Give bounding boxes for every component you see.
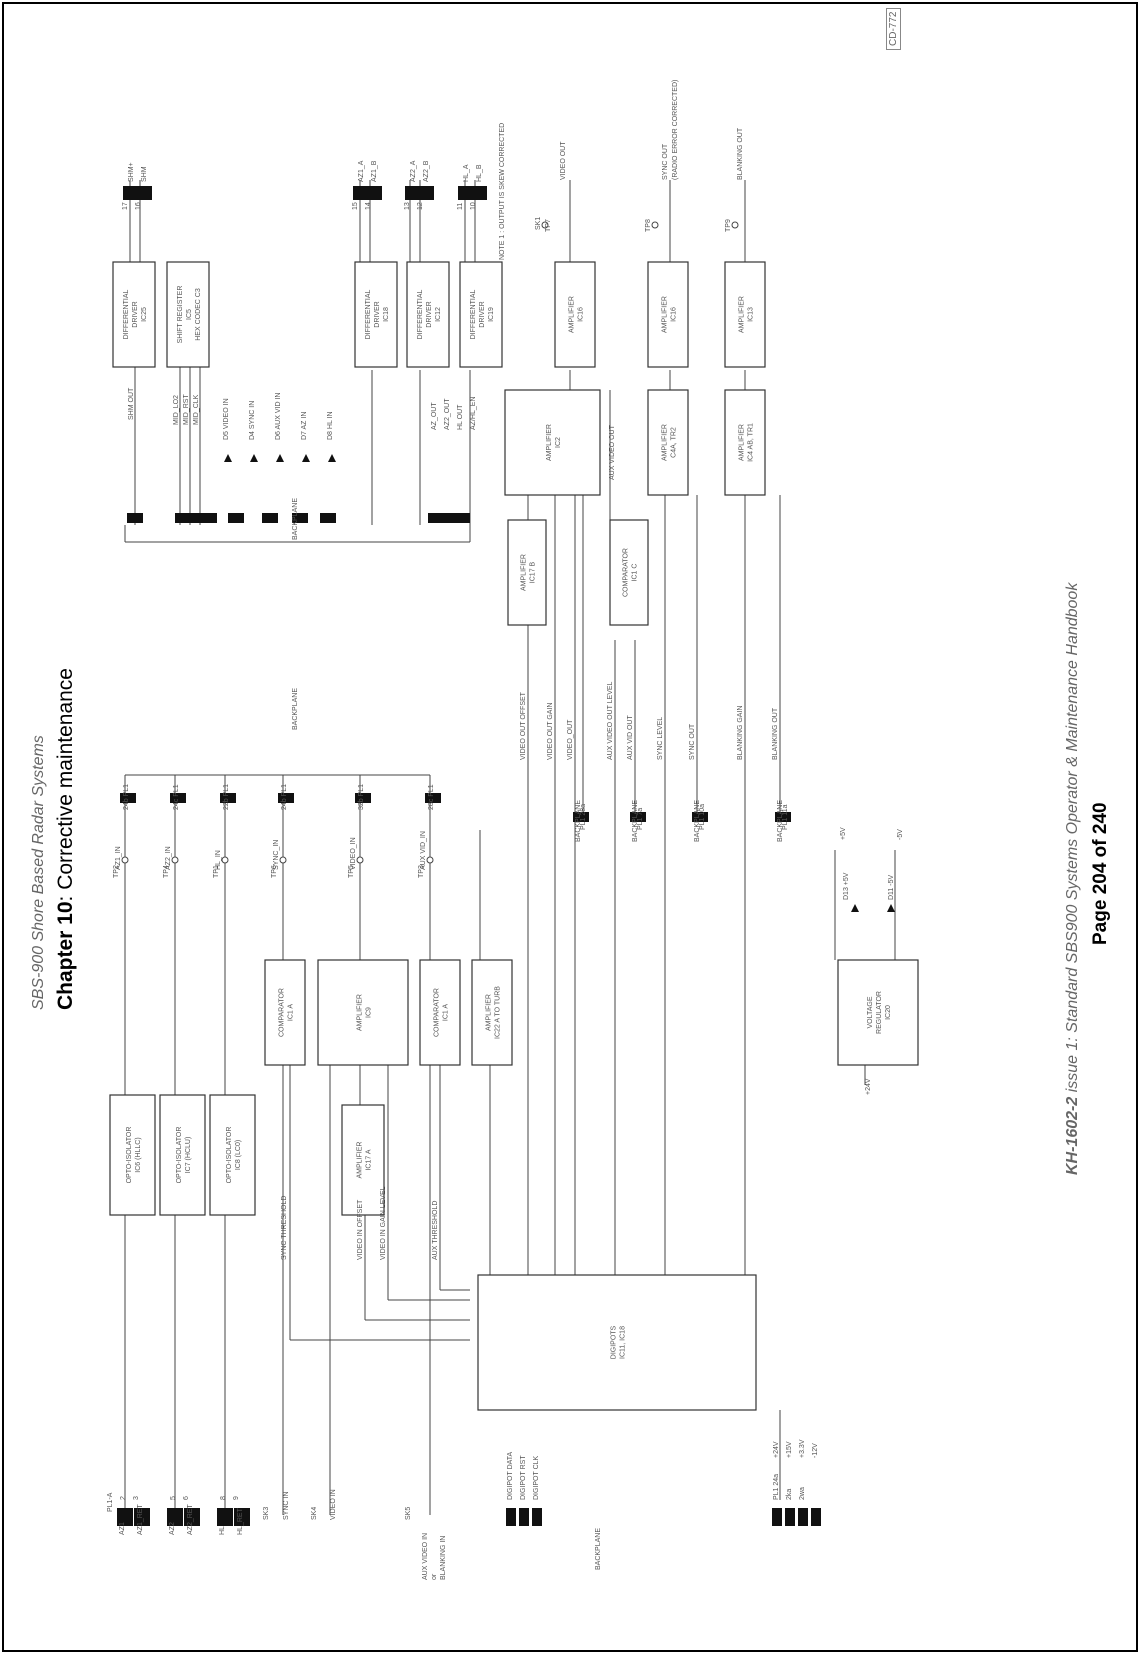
- label-aux-or: or: [431, 1573, 438, 1580]
- label-d13: D13 +5V: [843, 872, 850, 900]
- doc-title: issue 1: Standard SBS900 Systems Operator & Maintenance Handbook: [1064, 582, 1081, 1097]
- label-video-out-conn: VIDEO OUT: [560, 141, 567, 180]
- chapter-title: : Corrective maintenance: [54, 668, 77, 902]
- blocks: [110, 262, 918, 1410]
- label-led1: D5 VIDEO IN: [223, 398, 230, 440]
- label-sync-out-conn: SYNC OUT: [662, 143, 669, 180]
- label-in24: +24V: [865, 1078, 872, 1095]
- label-shm-out: SHM OUT: [128, 387, 135, 420]
- label-sync-level: SYNC LEVEL: [657, 716, 664, 760]
- label-vid-out-offset: VIDEO OUT OFFSET: [520, 692, 527, 760]
- block-label-amp_f: IC17 B: [529, 561, 537, 584]
- label-sk5: SK5: [405, 1506, 412, 1520]
- label-sync-out-conn2: (RADIO ERROR CORRECTED): [672, 79, 679, 180]
- label-sk4: SK4: [311, 1506, 318, 1520]
- block-label-vreg: VOLTAGE: [867, 996, 874, 1029]
- block-label-amp_j: AMPLIFIER: [568, 296, 576, 333]
- label-c5: 13: [404, 202, 411, 210]
- label-m5v: -5V: [897, 829, 904, 840]
- label-az1-a: AZ1_A: [358, 160, 365, 182]
- block-label-diff2: DIFFERENTIAL: [365, 289, 372, 340]
- label-sync-out: SYNC OUT: [689, 723, 696, 760]
- label-pl1-c: 2wa: [799, 1487, 806, 1500]
- label-az1-ret: AZ1_RET: [137, 1504, 144, 1535]
- label-backplane-right: BACKPLANE: [292, 497, 299, 540]
- label-tp2: TP2: [113, 865, 120, 878]
- label-pin-in5: 8: [220, 1496, 227, 1500]
- label-aux-vid-out: AUX VID OUT: [627, 715, 634, 760]
- label-p24: +24V: [773, 1441, 780, 1458]
- block-label-diff2: IC18: [383, 307, 390, 322]
- label-az2-ret: AZ2_RET: [187, 1504, 194, 1535]
- label-blanking-gain: BLANKING GAIN: [737, 705, 744, 760]
- block-label-diff4: DRIVER: [479, 301, 486, 328]
- label-video-in: VIDEO_IN: [350, 837, 357, 870]
- label-tp6: TP6: [271, 865, 278, 878]
- label-shm-n: SHM: [141, 166, 148, 182]
- block-label-amp_i: IC4 AB, TR1: [747, 423, 755, 462]
- label-pin-hl: 22b PL1: [223, 783, 230, 810]
- label-backplane-so: BACKPLANE: [694, 799, 701, 842]
- label-pin-in6: 9: [233, 1496, 240, 1500]
- block-label-opto1: OPTO-ISOLATOR: [126, 1126, 133, 1184]
- block-label-vreg: REGULATOR: [876, 991, 883, 1034]
- block-label-comp_c: IC1 A: [442, 1003, 450, 1022]
- label-c2: 16: [135, 202, 142, 210]
- label-video-out: VIDEO_OUT: [567, 719, 574, 760]
- label-az-hl-en: AZ/HL_EN: [470, 396, 477, 430]
- block-label-amp_e: AMPLIFIER: [356, 1141, 364, 1179]
- label-blanking-out: BLANKING OUT: [772, 707, 779, 760]
- label-p33: +3.3V: [799, 1439, 806, 1458]
- label-led5: D8 HL IN: [327, 411, 334, 440]
- label-video-offset: VIDEO IN OFFSET: [357, 1199, 364, 1260]
- label-digipot-rst: DIGIPOT RST: [520, 1455, 527, 1500]
- label-d11: D11 -5V: [888, 874, 895, 900]
- label-blanking-in: BLANKING IN: [440, 1535, 447, 1580]
- block-label-comp_a: IC1 A: [287, 1003, 295, 1022]
- block-label-amp_main: AMPLIFIER: [546, 424, 553, 461]
- block-label-amp_h: AMPLIFIER: [661, 424, 669, 461]
- block-label-diff3: IC12: [435, 307, 442, 322]
- label-tp8: TP8: [645, 219, 652, 232]
- label-pin-video: 32b PL1: [358, 783, 365, 810]
- label-tp9: TP9: [725, 219, 732, 232]
- label-pl1-a: PL1 24a: [773, 1473, 780, 1500]
- label-vid-out-gain: VIDEO OUT GAIN: [547, 702, 554, 760]
- label-pin-az1: 24b PL1: [123, 783, 130, 810]
- label-note: NOTE 1 : OUTPUT IS SKEW CORRECTED: [499, 122, 506, 260]
- label-sk-video: SK1: [535, 216, 542, 230]
- label-backplane-bo: BACKPLANE: [777, 799, 784, 842]
- label-az-out: AZ_OUT: [431, 402, 438, 430]
- label-az2: AZ2: [169, 1522, 176, 1535]
- block-label-comp_a: COMPARATOR: [278, 987, 286, 1038]
- label-shm-clk: MID_CLK: [193, 394, 200, 425]
- label-aux-thresh: AUX THRESHOLD: [432, 1200, 439, 1260]
- label-pin-az2: 24c PL1: [173, 784, 180, 810]
- block-label-comp_c: COMPARATOR: [433, 987, 441, 1038]
- label-sync-in: SYNC_IN: [273, 839, 280, 870]
- label-led3: D6 AUX VID IN: [275, 392, 282, 440]
- label-tp1: TP1: [213, 865, 220, 878]
- block-label-opto2: IC7 (HCLU): [185, 1136, 192, 1174]
- block-label-amp_l: IC13: [747, 307, 755, 322]
- label-pin-in4: 6: [183, 1496, 190, 1500]
- block-label-comp_g: IC1 C: [631, 563, 639, 582]
- label-c1: 17: [122, 202, 129, 210]
- block-label-vreg: IC20: [885, 1005, 892, 1020]
- chapter-label: Chapter 10: [54, 901, 77, 1010]
- doc-id: KH-1602-2: [1064, 1096, 1081, 1175]
- block-label-amp_k: AMPLIFIER: [661, 296, 669, 333]
- label-pl1-b: 2ka: [786, 1488, 793, 1500]
- block-label-opto2: OPTO-ISOLATOR: [176, 1126, 183, 1184]
- label-aux-video-in: AUX VIDEO IN: [422, 1532, 429, 1580]
- label-hl-ret: HL_RET: [237, 1508, 244, 1535]
- label-az2-out: AZ2_OUT: [444, 398, 451, 430]
- block-label-digipots: DIGIPOTS: [610, 1325, 618, 1360]
- label-pin-in3: 5: [170, 1496, 177, 1500]
- block-label-amp_b: IC9: [365, 1007, 373, 1018]
- label-sync-in-conn: SYNC IN: [283, 1491, 290, 1520]
- block-label-diff1: DRIVER: [132, 301, 139, 328]
- label-hl-in: HL_IN: [215, 850, 222, 870]
- block-label-amp_k: IC16: [670, 307, 678, 322]
- label-hl-out: HL OUT: [457, 404, 464, 430]
- label-shm-p: SHM+: [128, 162, 135, 182]
- label-aux-vid-in: AUX VID_IN: [420, 831, 427, 870]
- label-pin-vo: PL1 28a: [580, 803, 587, 830]
- block-label-opto1: IC6 (HLLC): [135, 1137, 142, 1173]
- label-c6: 12: [417, 202, 424, 210]
- label-c7: 11: [457, 202, 464, 210]
- block-label-diff1: DIFFERENTIAL: [123, 289, 130, 340]
- label-az1-b: AZ1_B: [371, 160, 378, 182]
- label-pin-so: PL1 10a: [699, 803, 706, 830]
- label-p15: +15V: [786, 1441, 793, 1458]
- label-video-in-conn: VIDEO IN: [330, 1489, 337, 1520]
- block-label-diff3: DRIVER: [426, 301, 433, 328]
- label-backplane: BACKPLANE: [292, 687, 299, 730]
- block-label-comp_g: COMPARATOR: [622, 547, 630, 598]
- block-label-amp_d: IC22 A TO TURB: [494, 986, 502, 1039]
- label-blank-out-conn: BLANKING OUT: [737, 127, 744, 180]
- label-az2-in: AZ2_IN: [165, 846, 172, 870]
- label-digipot-clk: DIGIPOT CLK: [533, 1455, 540, 1500]
- block-label-diff1: IC25: [141, 307, 148, 322]
- diagram-ref: CD-772: [886, 8, 901, 50]
- block-label-amp_h: C4A, TR2: [670, 427, 678, 458]
- block-label-amp_main: IC2: [555, 437, 562, 448]
- label-sk3: SK3: [263, 1506, 270, 1520]
- block-label-amp_j: IC16: [577, 307, 585, 322]
- block-label-shift: HEX CODEC C3: [195, 288, 202, 341]
- label-c3: 15: [352, 202, 359, 210]
- footer-page-number: Page 204 of 240: [1090, 802, 1111, 945]
- label-video-gain: VIDEO IN GAIN LEVEL: [380, 1186, 387, 1260]
- block-label-amp_b: AMPLIFIER: [356, 994, 364, 1031]
- label-backplane-bottom: BACKPLANE: [595, 1527, 602, 1570]
- label-c8: 10: [470, 202, 477, 210]
- label-backplane-vo: BACKPLANE: [575, 799, 582, 842]
- block-label-diff3: DIFFERENTIAL: [417, 289, 424, 340]
- block-label-amp_e: IC17 A: [365, 1149, 373, 1171]
- label-pin-aux: 28c PL1: [428, 784, 435, 810]
- label-tp4: TP4: [163, 865, 170, 878]
- label-hl-b: HL_B: [476, 164, 483, 182]
- label-az2-b: AZ2_B: [423, 160, 430, 182]
- label-tp3: TP3: [418, 865, 425, 878]
- label-c4: 14: [365, 202, 372, 210]
- block-label-diff4: DIFFERENTIAL: [470, 289, 477, 340]
- block-label-shift: IC5: [186, 309, 193, 320]
- label-az1-in: AZ1_IN: [115, 846, 122, 870]
- label-sync-thresh: SYNC THRESHOLD: [281, 1195, 288, 1260]
- label-p5v: +5V: [840, 827, 847, 840]
- block-label-amp_d: AMPLIFIER: [485, 994, 493, 1031]
- label-aux-video-level: AUX VIDEO OUT LEVEL: [607, 681, 614, 760]
- label-aux-video-out: AUX VIDEO OUT: [609, 425, 616, 480]
- block-label-shift: SHIFT REGISTER: [177, 285, 184, 344]
- label-pin-sync: 24b PL1: [281, 783, 288, 810]
- label-backplane-avo: BACKPLANE: [632, 799, 639, 842]
- block-label-amp_f: AMPLIFIER: [520, 554, 528, 591]
- label-pl1-az1: PL1-A: [107, 1492, 114, 1512]
- label-led2: D4 SYNC IN: [249, 400, 256, 440]
- label-shm-lo: MID_LO2: [173, 395, 180, 425]
- block-label-diff2: DRIVER: [374, 301, 381, 328]
- label-tp7: TP7: [545, 219, 552, 232]
- block-label-diff4: IC19: [488, 307, 495, 322]
- block-label-opto3: OPTO-ISOLATOR: [226, 1126, 233, 1184]
- label-p12: -12V: [812, 1443, 819, 1458]
- label-led4: D7 AZ IN: [301, 411, 308, 440]
- label-shm-rst: MID_RST: [183, 394, 190, 425]
- label-pin-in2: 3: [133, 1496, 140, 1500]
- label-hl-a: HL_A: [463, 164, 470, 182]
- label-digipot-data: DIGIPOT DATA: [507, 1451, 514, 1500]
- block-label-amp_l: AMPLIFIER: [738, 296, 746, 333]
- label-pin-bo: PL1 11a: [782, 804, 789, 830]
- block-label-opto3: IC8 (LC0): [235, 1139, 242, 1171]
- label-az2-a: AZ2_A: [410, 160, 417, 182]
- header-series: SBS-900 Shore Based Radar Systems: [30, 735, 47, 1010]
- label-az1: AZ1: [119, 1522, 126, 1535]
- label-pin-in1: 2: [120, 1496, 127, 1500]
- block-label-digipots: IC11, IC18: [619, 1326, 627, 1359]
- label-pin-avo: PL1 7a: [637, 807, 644, 830]
- label-hl: HL: [219, 1526, 226, 1535]
- label-tp5: TP5: [348, 865, 355, 878]
- block-label-amp_i: AMPLIFIER: [738, 424, 746, 461]
